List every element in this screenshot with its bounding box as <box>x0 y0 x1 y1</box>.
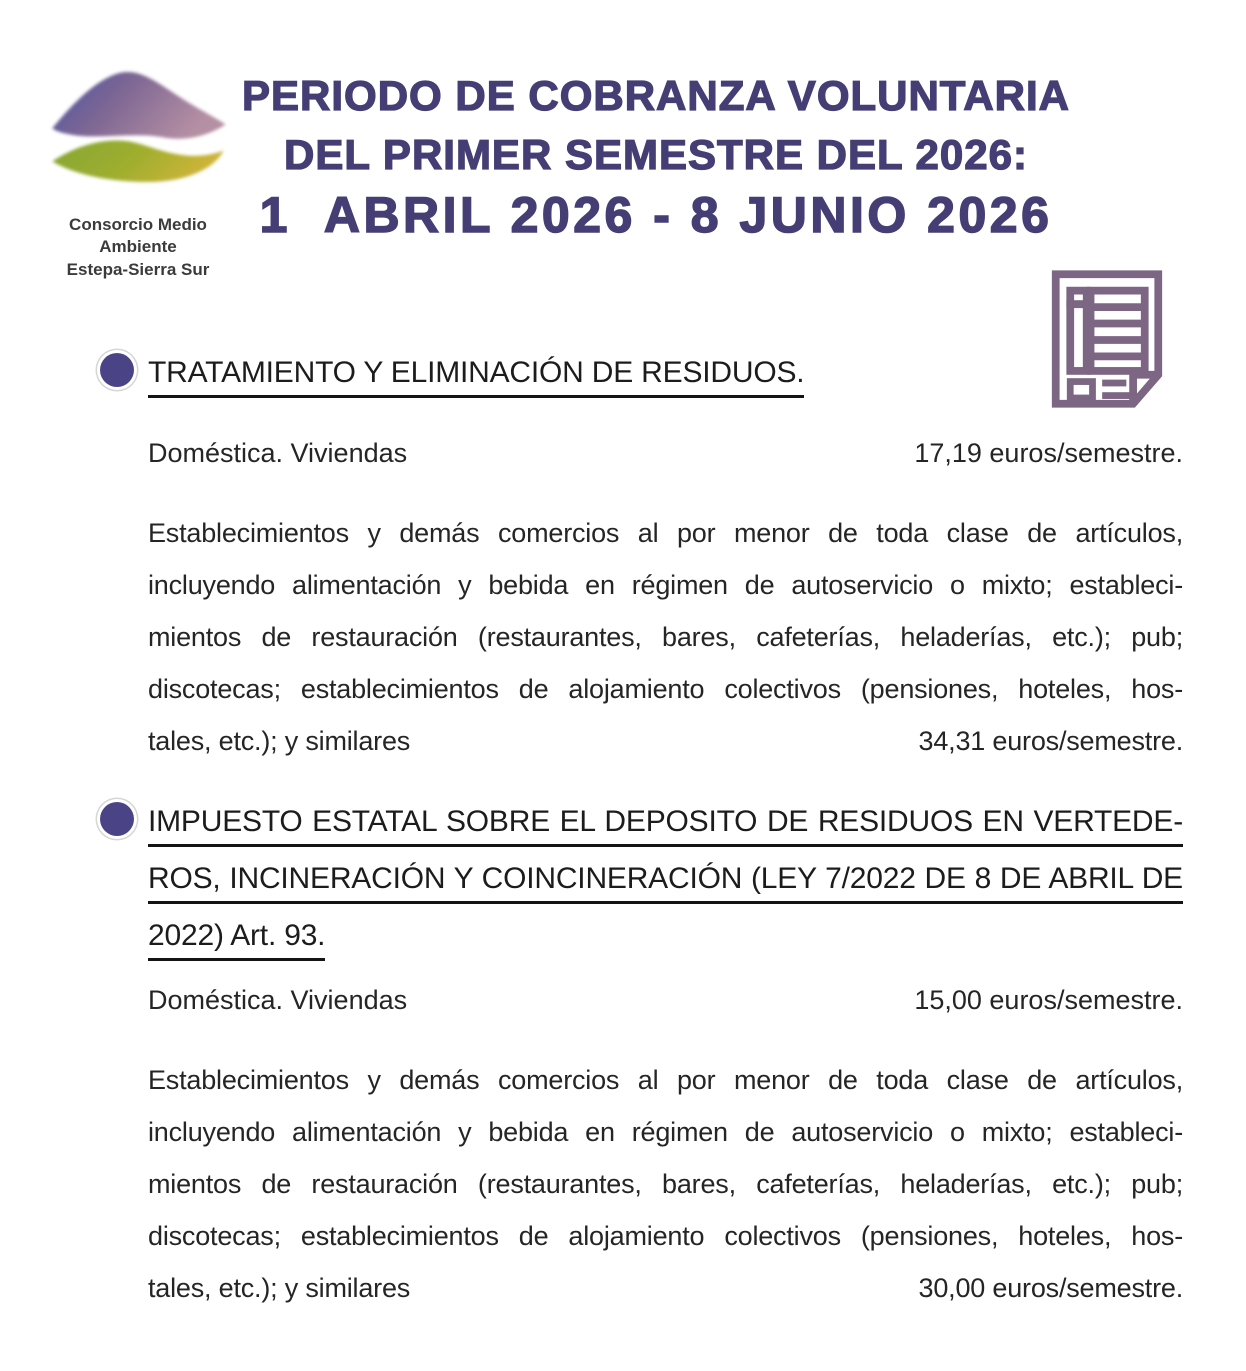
org-name <box>38 214 238 281</box>
tariff-label: Doméstica. Viviendas <box>148 438 408 468</box>
tariff-price: 30,00 euros/semestre. <box>918 1273 1183 1303</box>
tariff-paragraph-establecimientos <box>148 507 1183 767</box>
title-line1: PERIODO DE COBRANZA VOLUNTARIA <box>242 72 1070 119</box>
content <box>148 344 1183 1314</box>
tariff-paragraph-establecimientos <box>148 1054 1183 1314</box>
section-heading-text: IMPUESTO ESTATAL SOBRE EL DEPOSITO DE RESIDUOS EN VERTEDE- <box>148 805 1183 847</box>
tariff-price: 34,31 euros/semestre. <box>918 726 1183 756</box>
tariff-row-domestica <box>148 974 1183 1026</box>
header <box>0 0 1246 279</box>
section-heading-line <box>148 850 1183 907</box>
paragraph-line: Establecimientos y demás comercios al por menor de toda clase de artículos, <box>148 1065 1183 1095</box>
paragraph-last-line <box>148 715 1183 767</box>
org-logo <box>38 66 238 281</box>
org-name-line2: Estepa-Sierra Sur <box>66 259 210 279</box>
paragraph-line: mientos de restauración (restaurantes, bares, cafeterías, heladerías, etc.); pub; <box>148 1169 1183 1199</box>
tariff-price: 17,19 euros/semestre. <box>914 438 1183 468</box>
section-heading <box>148 344 1183 401</box>
paragraph-line: mientos de restauración (restaurantes, bares, cafeterías, heladerías, etc.); pub; <box>148 622 1183 652</box>
watercolor-mountains-icon <box>40 66 236 212</box>
page-title <box>222 66 1090 246</box>
section-heading-text: TRATAMIENTO Y ELIMINACIÓN DE RESIDUOS. <box>148 356 804 398</box>
section-heading-text: 2022) Art. 93. <box>148 919 325 961</box>
section-heading-line <box>148 907 1183 964</box>
tariff-price: 15,00 euros/semestre. <box>914 985 1183 1015</box>
paragraph-line: discotecas; establecimientos de alojamiento colectivos (pensiones, hoteles, hos- <box>148 1221 1183 1251</box>
tariff-row-domestica <box>148 427 1183 479</box>
section-impuesto-estatal <box>148 793 1183 1314</box>
paragraph-line: discotecas; establecimientos de alojamiento colectivos (pensiones, hoteles, hos- <box>148 674 1183 704</box>
section-heading-line <box>148 344 1183 401</box>
paragraph-line: incluyendo alimentación y bebida en régimen de autoservicio o mixto; estableci- <box>148 570 1183 600</box>
paragraph-line: incluyendo alimentación y bebida en régimen de autoservicio o mixto; estableci- <box>148 1117 1183 1147</box>
section-tratamiento-residuos <box>148 344 1183 767</box>
section-bullet-icon <box>100 353 134 387</box>
section-heading-text: ROS, INCINERACIÓN Y COINCINERACIÓN (LEY 7/2022 DE 8 DE ABRIL DE <box>148 862 1183 904</box>
title-line3: 1 ABRIL 2026 - 8 JUNIO 2026 <box>259 187 1053 243</box>
section-bullet-icon <box>100 802 134 836</box>
title-line2: DEL PRIMER SEMESTRE DEL 2026: <box>284 131 1028 178</box>
org-name-line1: Consorcio Medio Ambiente <box>69 215 207 257</box>
tariff-label: Doméstica. Viviendas <box>148 985 408 1015</box>
paragraph-last-text: tales, etc.); y similares <box>148 1273 411 1303</box>
paragraph-last-line <box>148 1262 1183 1314</box>
paragraph-line: Establecimientos y demás comercios al por menor de toda clase de artículos, <box>148 518 1183 548</box>
section-heading-line <box>148 793 1183 850</box>
section-heading <box>148 793 1183 964</box>
paragraph-last-text: tales, etc.); y similares <box>148 726 411 756</box>
